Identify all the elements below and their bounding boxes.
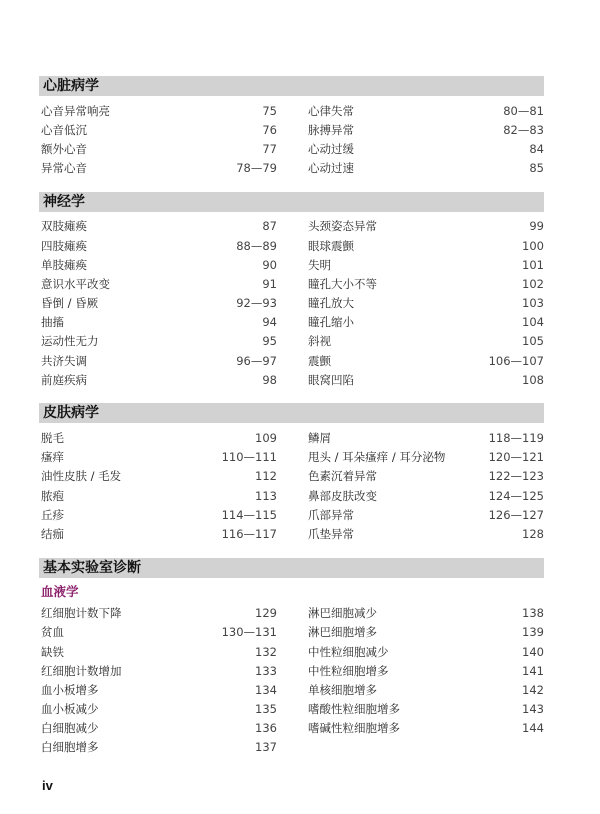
entry-title: 双肢瘫痪 xyxy=(41,219,87,234)
entry-page: 122—123 xyxy=(488,469,544,484)
entry-title: 头颈姿态异常 xyxy=(308,219,377,234)
toc-entry[interactable] xyxy=(39,332,277,351)
entry-page: 109 xyxy=(255,431,277,446)
section-heading: 皮肤病学 xyxy=(39,403,544,423)
toc-section xyxy=(39,192,544,390)
entry-page: 120—121 xyxy=(488,450,544,465)
entry-page: 77 xyxy=(262,141,277,156)
toc-entry[interactable] xyxy=(306,719,544,738)
toc-entry[interactable] xyxy=(39,700,277,719)
entry-page: 87 xyxy=(262,219,277,234)
toc-entry[interactable] xyxy=(306,120,544,139)
toc-entry[interactable] xyxy=(306,642,544,661)
entry-title: 瞳孔放大 xyxy=(308,296,354,311)
entry-page: 102 xyxy=(522,276,544,291)
entry-page: 95 xyxy=(262,334,277,349)
toc-entry[interactable] xyxy=(39,351,277,370)
entry-page: 130—131 xyxy=(221,625,277,640)
toc-entry[interactable] xyxy=(39,661,277,680)
toc-entry[interactable] xyxy=(306,370,544,389)
entry-title: 瘙痒 xyxy=(41,450,64,465)
entry-title: 瞳孔大小不等 xyxy=(308,276,377,291)
toc-entry[interactable] xyxy=(306,661,544,680)
toc-entry[interactable] xyxy=(306,428,544,447)
entry-page: 94 xyxy=(262,315,277,330)
toc-entry[interactable] xyxy=(306,448,544,467)
entry-page: 140 xyxy=(522,644,544,659)
toc-entry[interactable] xyxy=(306,332,544,351)
toc-entry[interactable] xyxy=(306,524,544,543)
section-heading: 基本实验室诊断 xyxy=(39,558,544,578)
toc-entry[interactable] xyxy=(39,255,277,274)
toc-entry[interactable] xyxy=(39,294,277,313)
toc-column-right xyxy=(306,101,544,178)
entry-title: 单核细胞增多 xyxy=(308,682,377,697)
toc-entry[interactable] xyxy=(39,680,277,699)
toc-entry[interactable] xyxy=(306,274,544,293)
entry-page: 100 xyxy=(522,238,544,253)
toc-entry[interactable] xyxy=(306,101,544,120)
toc-column-left xyxy=(39,101,277,178)
entry-title: 运动性无力 xyxy=(41,334,99,349)
toc-column-right xyxy=(306,604,544,758)
entry-title: 贫血 xyxy=(41,625,64,640)
entry-page: 137 xyxy=(255,740,277,755)
toc-entry[interactable] xyxy=(39,719,277,738)
entry-page: 128 xyxy=(522,526,544,541)
toc-entry[interactable] xyxy=(306,700,544,719)
entry-page: 96—97 xyxy=(236,353,277,368)
toc-column-left xyxy=(39,428,277,543)
entry-page: 103 xyxy=(522,296,544,311)
toc-entry[interactable] xyxy=(306,623,544,642)
entry-title: 淋巴细胞增多 xyxy=(308,625,377,640)
toc-entry[interactable] xyxy=(306,255,544,274)
entry-title: 斜视 xyxy=(308,334,331,349)
entry-title: 单肢瘫痪 xyxy=(41,257,87,272)
entry-title: 嗜碱性粒细胞增多 xyxy=(308,721,400,736)
entry-page: 116—117 xyxy=(221,526,277,541)
entry-title: 白细胞减少 xyxy=(41,721,99,736)
entry-page: 78—79 xyxy=(236,161,277,176)
toc-column-left xyxy=(39,217,277,390)
entry-page: 118—119 xyxy=(488,431,544,446)
entry-page: 101 xyxy=(522,257,544,272)
entry-title: 红细胞计数下降 xyxy=(41,606,122,621)
toc-entry[interactable] xyxy=(306,486,544,505)
entry-page: 144 xyxy=(522,721,544,736)
toc-entry[interactable] xyxy=(306,294,544,313)
toc-column-right xyxy=(306,217,544,390)
entry-title: 四肢瘫痪 xyxy=(41,238,87,253)
toc-entry[interactable] xyxy=(306,505,544,524)
entry-title: 嗜酸性粒细胞增多 xyxy=(308,702,400,717)
toc-entry[interactable] xyxy=(39,524,277,543)
toc-entry[interactable] xyxy=(39,738,277,757)
entry-page: 138 xyxy=(522,606,544,621)
entry-page: 112 xyxy=(255,469,277,484)
entry-page: 88—89 xyxy=(236,238,277,253)
toc-entry[interactable] xyxy=(39,467,277,486)
entry-page: 129 xyxy=(255,606,277,621)
entry-page: 124—125 xyxy=(488,488,544,503)
entry-page: 113 xyxy=(255,488,277,503)
toc-entry[interactable] xyxy=(306,236,544,255)
entry-title: 异常心音 xyxy=(41,161,87,176)
toc-entry[interactable] xyxy=(306,313,544,332)
entry-page: 106—107 xyxy=(488,353,544,368)
entry-page: 139 xyxy=(522,625,544,640)
section-heading: 心脏病学 xyxy=(39,76,544,96)
entry-title: 红细胞计数增加 xyxy=(41,663,122,678)
entry-title: 昏倒 / 昏厥 xyxy=(41,296,99,311)
entry-title: 缺铁 xyxy=(41,644,64,659)
entry-title: 爪垫异常 xyxy=(308,526,354,541)
entry-title: 鼻部皮肤改变 xyxy=(308,488,377,503)
entry-title: 爪部异常 xyxy=(308,507,354,522)
toc-section xyxy=(39,403,544,543)
page-number: iv xyxy=(42,778,53,793)
toc-entry[interactable] xyxy=(39,505,277,524)
toc-column-left xyxy=(39,604,277,758)
entry-page: 80—81 xyxy=(503,103,544,118)
entry-page: 105 xyxy=(522,334,544,349)
toc-entry[interactable] xyxy=(39,101,277,120)
entry-page: 142 xyxy=(522,682,544,697)
entry-page: 132 xyxy=(255,644,277,659)
entry-page: 92—93 xyxy=(236,296,277,311)
entry-title: 脱毛 xyxy=(41,431,64,446)
entry-page: 84 xyxy=(529,141,544,156)
entry-page: 90 xyxy=(262,257,277,272)
entry-title: 抽搐 xyxy=(41,315,64,330)
entry-page: 75 xyxy=(262,103,277,118)
entry-title: 血小板增多 xyxy=(41,682,99,697)
entry-title: 前庭疾病 xyxy=(41,372,87,387)
entry-title: 中性粒细胞增多 xyxy=(308,663,389,678)
toc-entry[interactable] xyxy=(39,139,277,158)
toc-entry[interactable] xyxy=(306,217,544,236)
entry-title: 中性粒细胞减少 xyxy=(308,644,389,659)
entry-page: 85 xyxy=(529,161,544,176)
entry-page: 98 xyxy=(262,372,277,387)
entry-title: 共济失调 xyxy=(41,353,87,368)
entry-title: 失明 xyxy=(308,257,331,272)
entry-title: 心音低沉 xyxy=(41,122,87,137)
toc-section xyxy=(39,558,544,758)
entry-title: 震颤 xyxy=(308,353,331,368)
toc-entry[interactable] xyxy=(306,159,544,178)
entry-page: 114—115 xyxy=(221,507,277,522)
entry-title: 心动过缓 xyxy=(308,141,354,156)
entry-title: 血小板减少 xyxy=(41,702,99,717)
section-heading: 神经学 xyxy=(39,192,544,212)
entry-title: 心动过速 xyxy=(308,161,354,176)
toc-entry[interactable] xyxy=(39,604,277,623)
toc-entry[interactable] xyxy=(306,467,544,486)
entry-page: 135 xyxy=(255,702,277,717)
toc-entry[interactable] xyxy=(306,351,544,370)
toc-entry[interactable] xyxy=(39,428,277,447)
entry-title: 甩头 / 耳朵瘙痒 / 耳分泌物 xyxy=(308,450,446,465)
entry-page: 134 xyxy=(255,682,277,697)
entry-page: 143 xyxy=(522,702,544,717)
toc-entry[interactable] xyxy=(39,159,277,178)
entry-title: 意识水平改变 xyxy=(41,276,110,291)
entry-title: 色素沉着异常 xyxy=(308,469,377,484)
entry-title: 眼球震颤 xyxy=(308,238,354,253)
entry-title: 心音异常响亮 xyxy=(41,103,110,118)
entry-title: 白细胞增多 xyxy=(41,740,99,755)
toc-entry[interactable] xyxy=(39,623,277,642)
toc-entry[interactable] xyxy=(39,120,277,139)
entry-page: 126—127 xyxy=(488,507,544,522)
toc-entry[interactable] xyxy=(306,139,544,158)
entry-title: 额外心音 xyxy=(41,141,87,156)
toc-entry[interactable] xyxy=(39,486,277,505)
entry-page: 108 xyxy=(522,372,544,387)
toc-column-right xyxy=(306,428,544,543)
toc-entry[interactable] xyxy=(39,274,277,293)
table-of-contents xyxy=(39,76,544,771)
entry-title: 丘疹 xyxy=(41,507,64,522)
toc-entry[interactable] xyxy=(306,604,544,623)
entry-page: 141 xyxy=(522,663,544,678)
entry-title: 心律失常 xyxy=(308,103,354,118)
entry-page: 91 xyxy=(262,276,277,291)
toc-entry[interactable] xyxy=(39,313,277,332)
toc-entry[interactable] xyxy=(39,642,277,661)
toc-section xyxy=(39,76,544,178)
entry-title: 淋巴细胞减少 xyxy=(308,606,377,621)
entry-title: 鳞屑 xyxy=(308,431,331,446)
entry-page: 133 xyxy=(255,663,277,678)
entry-page: 82—83 xyxy=(503,122,544,137)
entry-page: 110—111 xyxy=(221,450,277,465)
entry-page: 76 xyxy=(262,122,277,137)
entry-title: 脓疱 xyxy=(41,488,64,503)
entry-title: 脉搏异常 xyxy=(308,122,354,137)
entry-title: 眼窝凹陷 xyxy=(308,372,354,387)
entry-page: 99 xyxy=(529,219,544,234)
toc-entry[interactable] xyxy=(39,370,277,389)
subsection-heading: 血液学 xyxy=(41,583,79,599)
toc-entry[interactable] xyxy=(39,236,277,255)
entry-page: 136 xyxy=(255,721,277,736)
entry-title: 油性皮肤 / 毛发 xyxy=(41,469,122,484)
toc-entry[interactable] xyxy=(39,217,277,236)
toc-entry[interactable] xyxy=(39,448,277,467)
entry-title: 结痂 xyxy=(41,526,64,541)
entry-page: 104 xyxy=(522,315,544,330)
toc-entry[interactable] xyxy=(306,680,544,699)
entry-title: 瞳孔缩小 xyxy=(308,315,354,330)
